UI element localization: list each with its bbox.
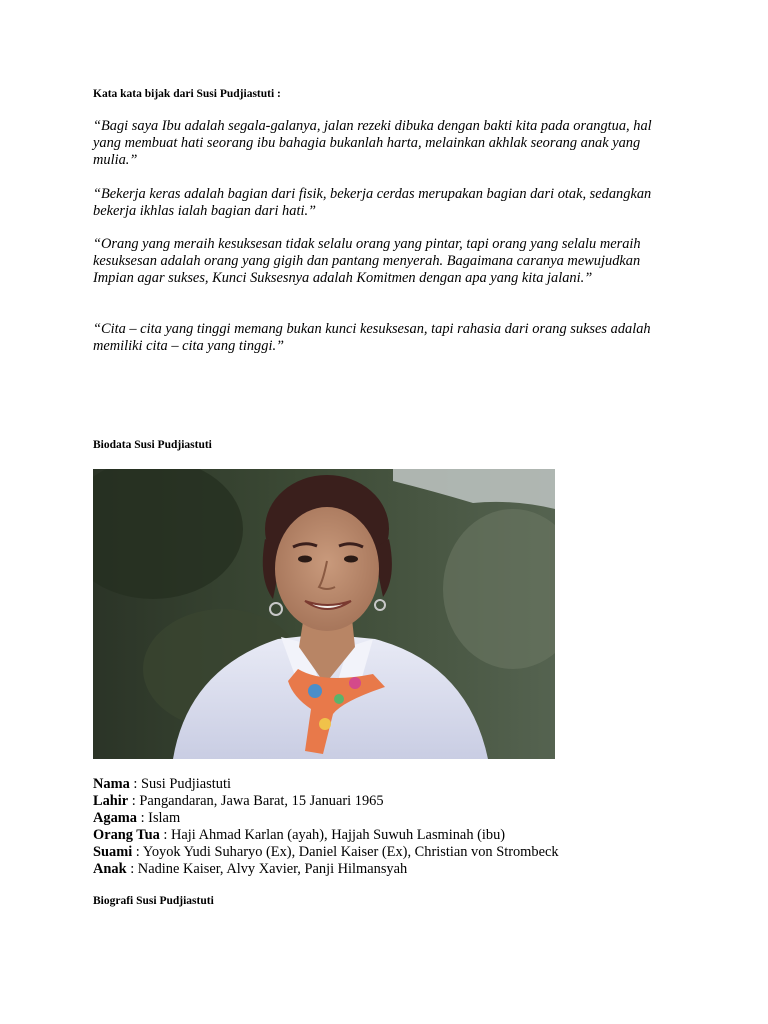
quote-paragraph: “Bekerja keras adalah bagian dari fisik, bekerja cerdas merupakan bagian dari otak, sedangkan bekerja ikhlas ialah bagian dari hati.”	[93, 186, 652, 219]
biodata-value: : Yoyok Yudi Suharyo (Ex), Daniel Kaiser (Ex), Christian von Strombeck	[132, 844, 559, 860]
biodata-row-nama	[93, 776, 713, 793]
biodata-value: : Susi Pudjiastuti	[129, 776, 231, 792]
biodata-value: : Haji Ahmad Karlan (ayah), Hajjah Suwuh Lasminah (ibu)	[159, 827, 506, 843]
biodata-label: Nama	[93, 776, 130, 792]
biodata-row-anak	[93, 861, 713, 878]
biodata-row-lahir	[93, 793, 713, 810]
biodata-value: : Islam	[136, 810, 181, 826]
quotes-heading: Kata kata bijak dari Susi Pudjiastuti :	[93, 88, 281, 100]
biodata-label: Anak	[93, 861, 127, 877]
biodata-row-orang-tua	[93, 827, 713, 844]
biodata-value: : Nadine Kaiser, Alvy Xavier, Panji Hilmansyah	[126, 861, 408, 877]
biodata-label: Orang Tua	[93, 827, 160, 843]
biodata-label: Suami	[93, 844, 133, 860]
quote-paragraph: “Cita – cita yang tinggi memang bukan kunci kesuksesan, tapi rahasia dari orang sukses adalah memiliki cita – cita yang tinggi.”	[93, 321, 651, 354]
biodata-value: : Pangandaran, Jawa Barat, 15 Januari 1965	[128, 793, 384, 809]
quote-paragraph: “Bagi saya Ibu adalah segala-galanya, jalan rezeki dibuka dengan bakti kita pada orangtua, hal yang membuat hati seorang ibu bahagia bukanlah harta, melainkan akhlak seorang anak yang mulia.”	[93, 118, 652, 168]
biodata-heading: Biodata Susi Pudjiastuti	[93, 439, 212, 451]
biodata-label: Lahir	[93, 793, 129, 809]
biodata-row-agama	[93, 810, 713, 827]
biodata-list	[93, 776, 713, 878]
quote-paragraph: “Orang yang meraih kesuksesan tidak selalu orang yang pintar, tapi orang yang selalu meraih kesuksesan adalah orang yang gigih dan pantang menyerah. Bagaimana caranya mewujudkan Impian agar sukses, Kunci Suksesnya adalah Komitmen dengan apa yang kita jalani.”	[93, 236, 641, 286]
biografi-heading: Biografi Susi Pudjiastuti	[93, 895, 214, 907]
portrait-photo	[93, 469, 555, 759]
biodata-row-suami	[93, 844, 713, 861]
biodata-label: Agama	[93, 810, 137, 826]
